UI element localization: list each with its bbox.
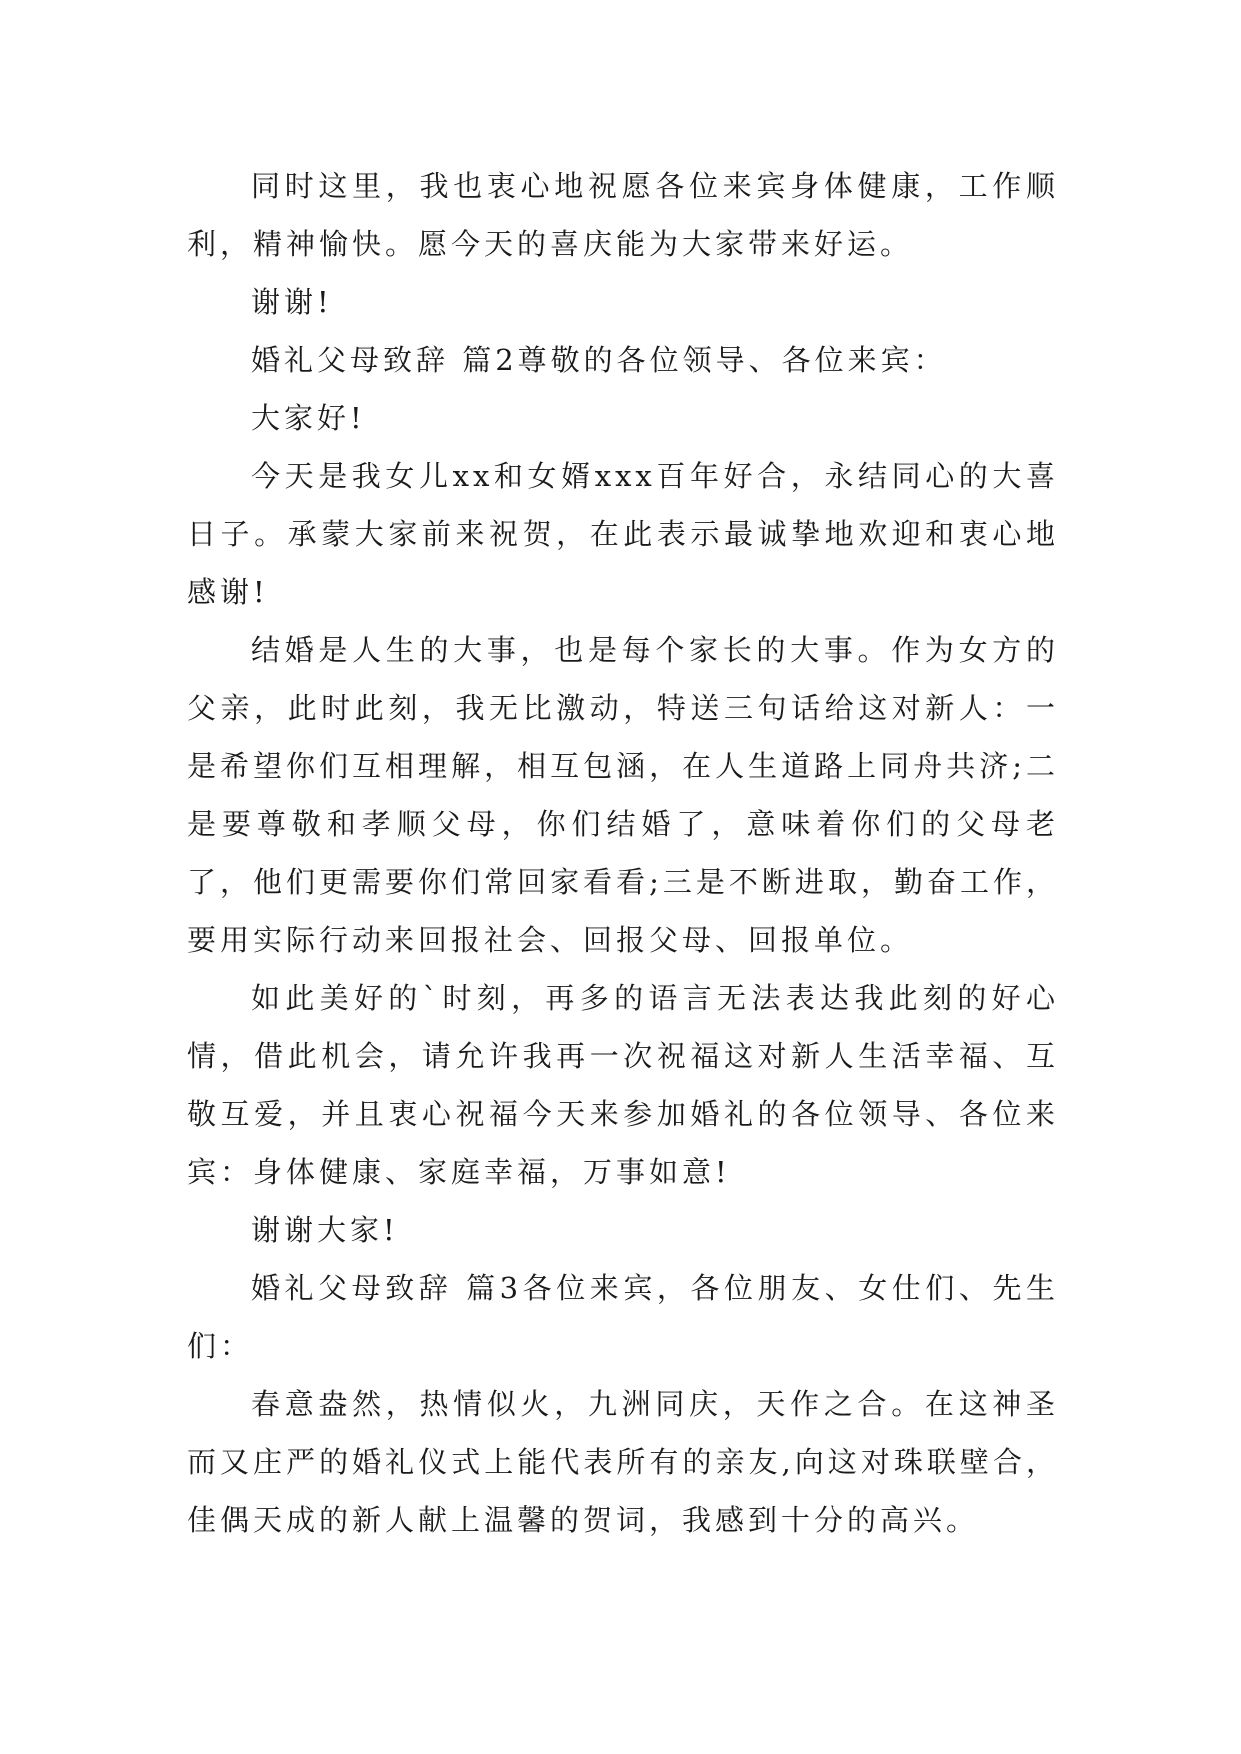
paragraph: 大家好! <box>251 401 366 435</box>
document-body <box>187 157 1059 1549</box>
section-heading-paragraph: 婚礼父母致辞 篇3各位来宾，各位朋友、女仕们、先生们： <box>187 1271 1059 1363</box>
paragraph: 结婚是人生的大事，也是每个家长的大事。作为女方的父亲，此时此刻，我无比激动，特送三句话给这对新人：一是希望你们互相理解，相互包涵，在人生道路上同舟共济;二是要尊敬和孝顺父母，你们结婚了，意味着你们的父母老了，他们更需要你们常回家看看;三是不断进取，勤奋工作，要用实际行动来回报社会、回报父母、回报单位。 <box>187 633 1059 957</box>
paragraph: 春意盎然，热情似火，九洲同庆，天作之合。在这神圣而又庄严的婚礼仪式上能代表所有的亲友,向这对珠联壁合，佳偶天成的新人献上温馨的贺词，我感到十分的高兴。 <box>187 1387 1059 1537</box>
section-heading-paragraph: 婚礼父母致辞 篇2尊敬的各位领导、各位来宾： <box>251 343 947 377</box>
paragraph: 如此美好的`时刻，再多的语言无法表达我此刻的好心情，借此机会，请允许我再一次祝福这对新人生活幸福、互敬互爱，并且衷心祝福今天来参加婚礼的各位领导、各位来宾：身体健康、家庭幸福，万事如意! <box>187 981 1059 1189</box>
paragraph: 谢谢大家! <box>251 1213 399 1247</box>
paragraph: 今天是我女儿xx和女婿xxx百年好合，永结同心的大喜日子。承蒙大家前来祝贺，在此表示最诚挚地欢迎和衷心地感谢! <box>187 459 1059 609</box>
paragraph: 同时这里，我也衷心地祝愿各位来宾身体健康，工作顺利，精神愉快。愿今天的喜庆能为大家带来好运。 <box>187 169 1059 261</box>
paragraph: 谢谢! <box>251 285 333 319</box>
